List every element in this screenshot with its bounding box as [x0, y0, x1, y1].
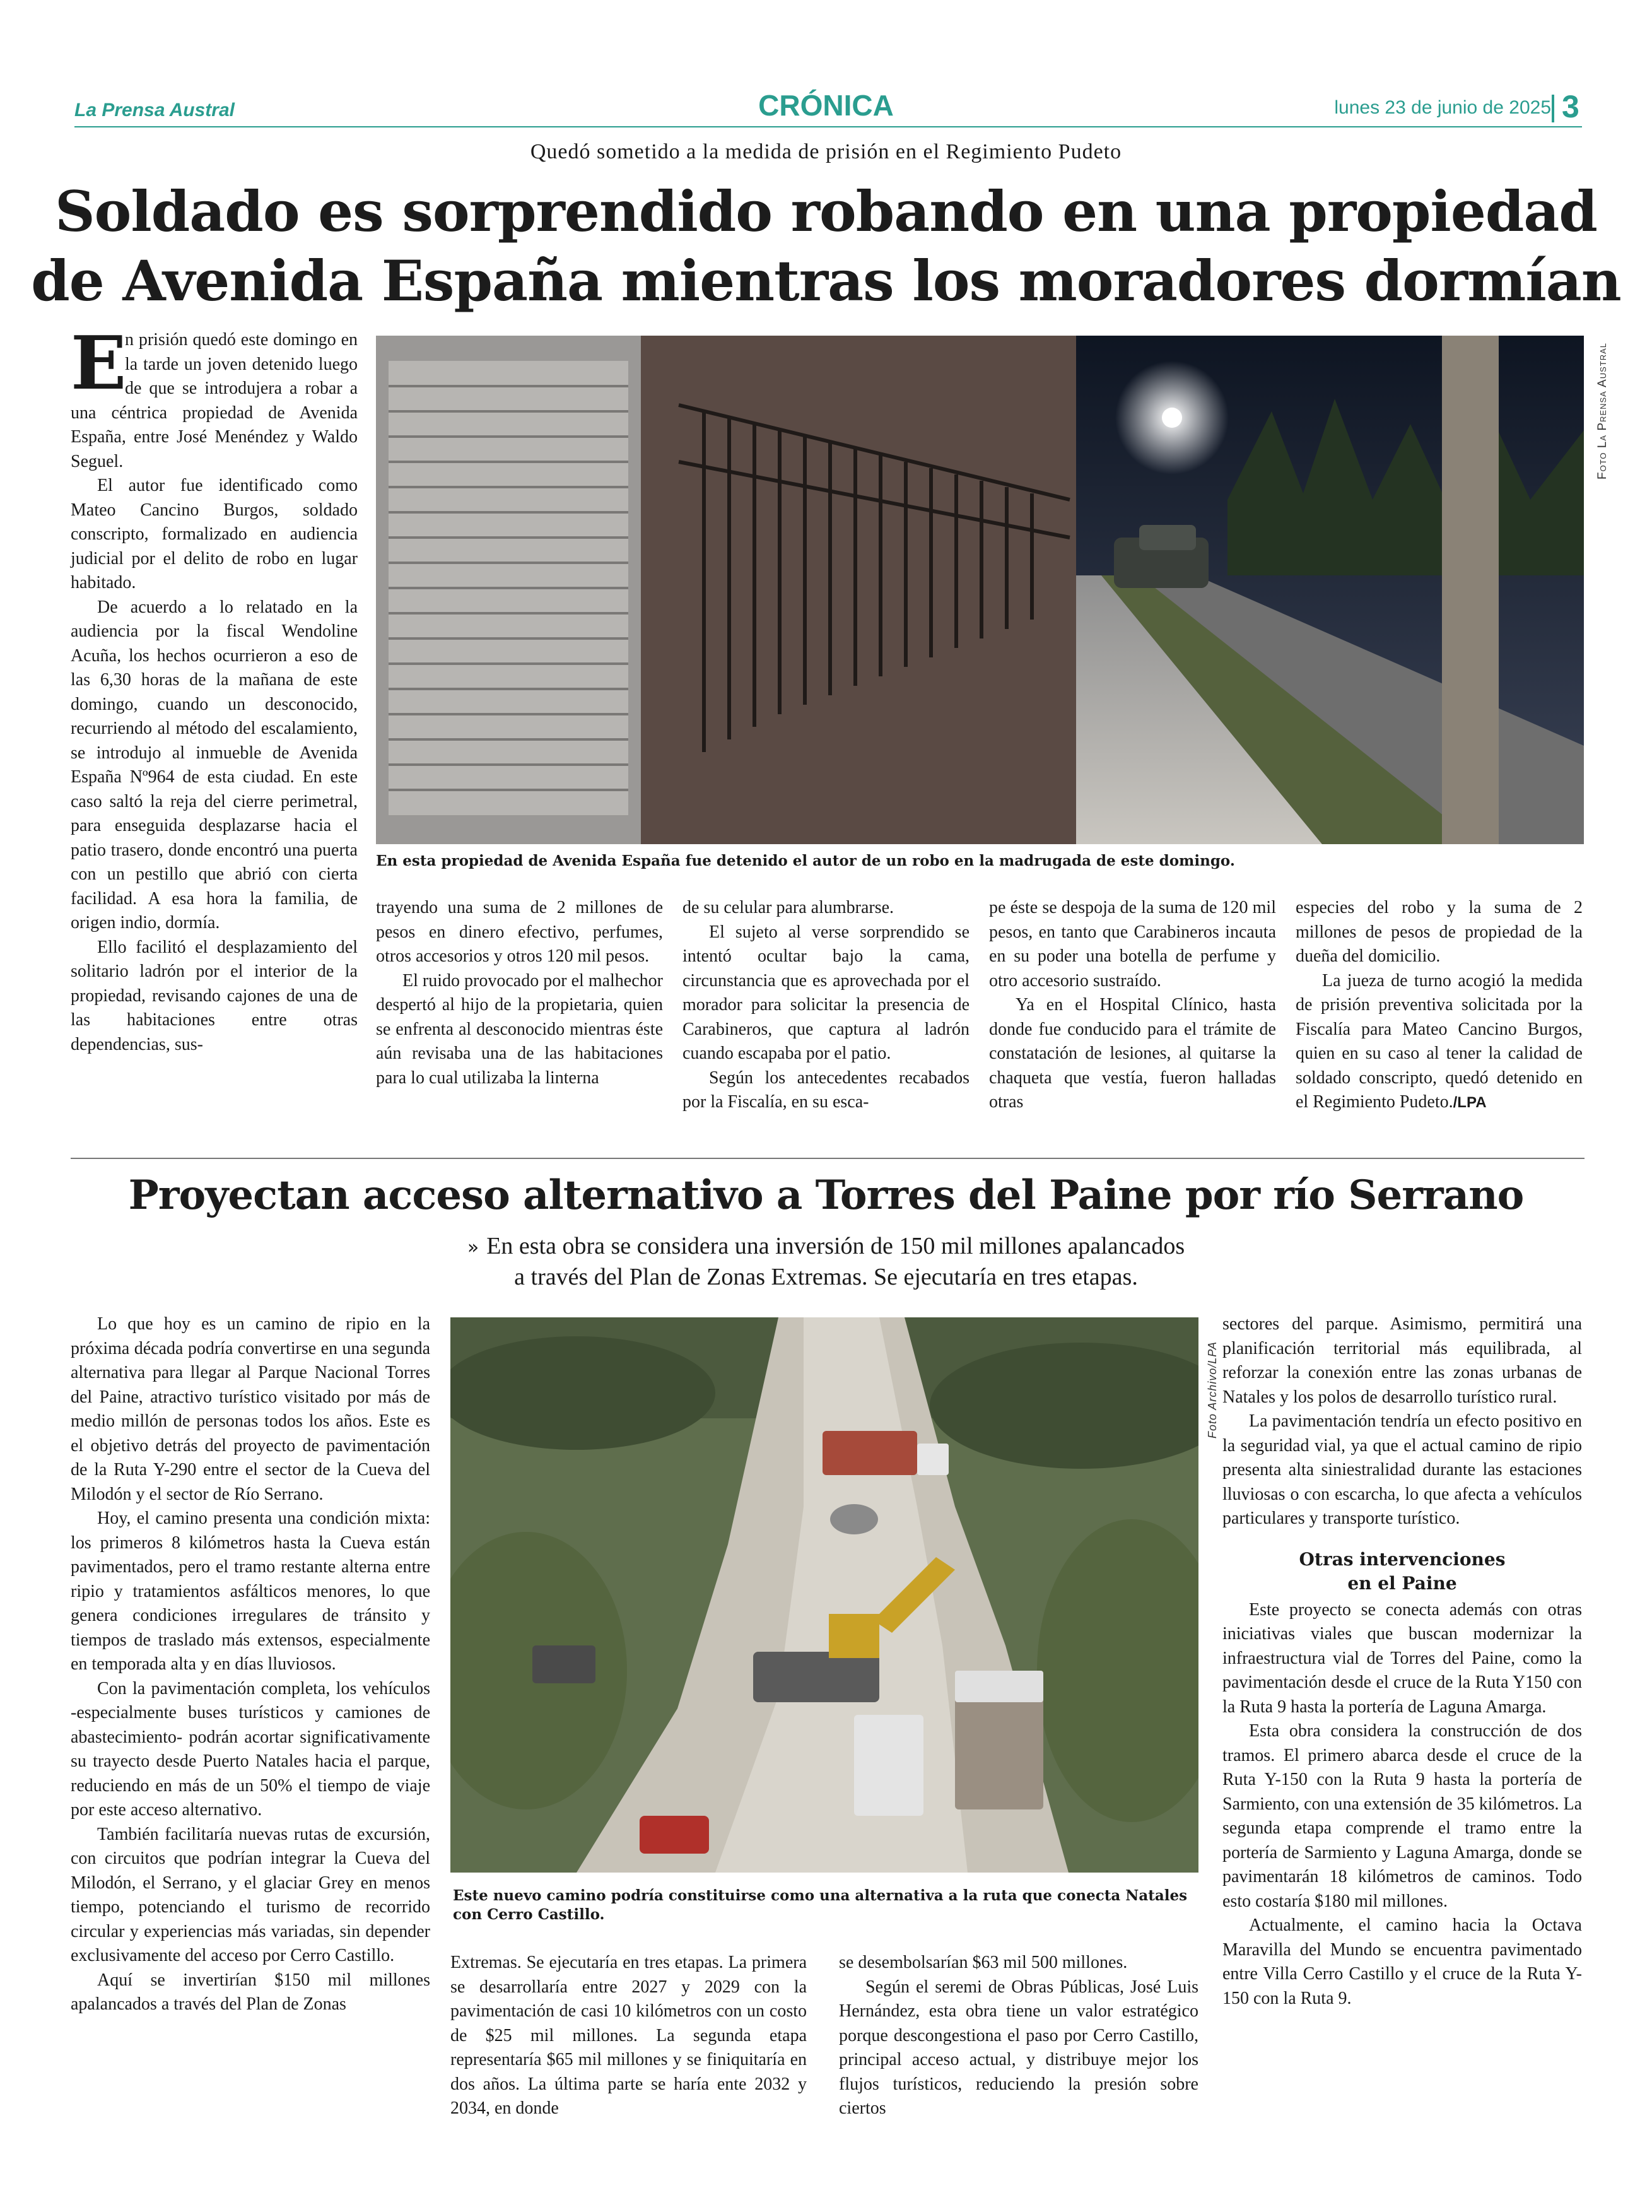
shutter-stripes — [389, 361, 628, 815]
article-divider — [71, 1158, 1585, 1159]
article1-paragraph — [1296, 969, 1583, 1115]
article2-paragraph: La pavimentación tendría un efecto positivo en la seguridad vial, ya que el actual camino de ripio presenta alta siniestralidad durante las estaciones lluviosas o con escarcha, lo que afecta a vehículos particulares y transporte turístico. — [1222, 1411, 1582, 1528]
header-rule — [74, 126, 1582, 127]
article1-title-line1: Soldado es sorprendido robando en una propiedad — [55, 179, 1597, 244]
article1-photo-caption: En esta propiedad de Avenida España fue detenido el autor de un robo en la madrugada de este domingo. — [376, 852, 1235, 869]
article1-paragraph: trayendo una suma de 2 millones de pesos en dinero efectivo, perfumes, otros accesorios y otros 120 mil pesos. — [376, 898, 663, 966]
article2-column2 — [450, 1951, 807, 2121]
article2-subhead — [1222, 1548, 1582, 1596]
article2-column3 — [839, 1951, 1198, 2121]
article1-paragraph: de su celular para alumbrarse. — [682, 898, 894, 917]
article1-paragraph: Ello facilitó el desplazamiento del solitario ladrón por el interior de la propiedad, revisando cajones de una de las habitaciones entre otras dependencias, sus- — [71, 937, 358, 1054]
article2-column4 — [1222, 1312, 1582, 2011]
article2-subtitle — [0, 1232, 1652, 1291]
article1-paragraph: El sujeto al verse sorprendido se intentó ocultar bajo la cama, circunstancia que es aprovechada por el morador para solicitar la presencia de Carabineros, que captura al ladrón cuando escapaba por el patio. — [682, 922, 970, 1063]
article1-photo — [376, 336, 1584, 844]
article1-paragraph: pe éste se despoja de la suma de 120 mil pesos, en tanto que Carabineros incauta en su poder una botella de perfume y otro accesorio sustraído. — [989, 898, 1276, 991]
article1-paragraph: El autor fue identificado como Mateo Cancino Burgos, soldado conscripto, formalizado en audiencia judicial por el delito de robo en lugar habitado. — [71, 476, 358, 592]
dropcap: E — [71, 321, 127, 406]
article2-paragraph: Con la pavimentación completa, los vehículos -especialmente buses turísticos y camiones de abastecimiento- podrán acortar significativamente su trayecto desde Puerto Natales hacia el parque, reduciendo en más de un 50% el tiempo de viaje por este acceso alternativo. — [71, 1678, 430, 1820]
article1-column4 — [989, 896, 1276, 1115]
street-night-photo — [376, 336, 1584, 844]
article1-column1 — [71, 321, 358, 1057]
issue-date: lunes 23 de junio de 2025 — [1334, 97, 1551, 118]
article1-paragraph: Ya en el Hospital Clínico, hasta donde fue conducido para el trámite de constatación de lesiones, al quitarse la chaqueta que vestía, fueron halladas otras — [989, 995, 1276, 1112]
page-number-divider — [1552, 95, 1554, 122]
article1-paragraph: especies del robo y la suma de 2 millones de pesos de propiedad de la dueña del domicilio. — [1296, 898, 1583, 966]
page-number: 3 — [1562, 89, 1579, 124]
article2-subtitle-line2: a través del Plan de Zonas Extremas. Se ejecutaría en tres etapas. — [514, 1264, 1138, 1290]
article1-paragraph: El ruido provocado por el malhechor despertó al hijo de la propietaria, quien se enfrenta al desconocido mientras éste aún revisaba una de las habitaciones para lo cual utilizaba la linterna — [376, 970, 663, 1088]
article1-title-line2: de Avenida España mientras los moradores dormían — [31, 248, 1621, 314]
article1-column2 — [376, 896, 663, 1090]
article2-photo-credit: Foto Archivo/LPA — [1206, 1341, 1219, 1438]
article1-last-paragraph-text: La jueza de turno acogió la medida de prisión preventiva solicitada por la Fiscalía para Mateo Cancino Burgos, quien en su caso al tener la calidad de soldado conscripto, quedó detenido en el Regimiento Pudeto. — [1296, 970, 1583, 1112]
article2-paragraph: Lo que hoy es un camino de ripio en la próxima década podría convertirse en una segunda alternativa para llegar al Parque Nacional Torres del Paine, atractivo turístico visitado por más de medio millón de personas todos los años. Este es el objetivo detrás del proyecto de pavimentación de la Ruta Y-290 entre el sector de la Cueva del Milodón y el sector de Río Serrano. — [71, 1314, 430, 1504]
article2-paragraph: se desembolsarían $63 mil 500 millones. — [839, 1953, 1128, 1972]
article1-paragraph: n prisión quedó este domingo en la tarde un joven detenido luego de que se introdujera a robar a una céntrica propiedad de Avenida España, entre José Menéndez y Waldo Seguel. — [71, 330, 358, 471]
article2-paragraph: sectores del parque. Asimismo, permitirá una planificación territorial más equilibrada, al reforzar la conexión entre las zonas urbanas de Natales y los polos de desarrollo turístico rural. — [1222, 1314, 1582, 1407]
article2-subhead-line2: en el Paine — [1347, 1572, 1457, 1594]
article2-paragraph: Actualmente, el camino hacia la Octava Maravilla del Mundo se encuentra pavimentado entre Villa Cerro Castillo y el cruce de la Ruta Y-150 con la Ruta 9. — [1222, 1915, 1582, 2008]
double-chevron-icon: » — [467, 1237, 479, 1259]
article2-photo-caption: Este nuevo camino podría constituirse como una alternativa a la ruta que conecta Natales con Cerro Castillo. — [453, 1887, 1188, 1923]
article1-kicker: Quedó sometido a la medida de prisión en el Regimiento Pudeto — [530, 140, 1122, 163]
article1-photo-credit: Foto La Prensa Austral — [1596, 343, 1609, 479]
article2-photo — [450, 1317, 1198, 1873]
section-label: CRÓNICA — [758, 89, 894, 122]
article2-subtitle-line1: En esta obra se considera una inversión de 150 mil millones apalancados — [486, 1233, 1185, 1259]
road-construction-photo — [450, 1317, 1198, 1873]
article1-column3 — [682, 896, 970, 1115]
article2-paragraph: Según el seremi de Obras Públicas, José Luis Hernández, esta obra tiene un valor estratégico porque descongestiona el paso por Cerro Castillo, principal acceso actual, y distribuye mejor los flujos turísticos, reduciendo la presión sobre ciertos — [839, 1977, 1198, 2118]
article1-paragraph: Según los antecedentes recabados por la Fiscalía, en su esca- — [682, 1068, 970, 1112]
article1-signature: /LPA — [1453, 1094, 1487, 1111]
article2-paragraph: Aquí se invertirían $150 mil millones apalancados a través del Plan de Zonas — [71, 1970, 430, 2014]
article2-column1 — [71, 1312, 430, 2017]
article1-column5 — [1296, 896, 1583, 1115]
article2-subhead-line1: Otras intervenciones — [1299, 1548, 1506, 1570]
article2-paragraph: Esta obra considera la construcción de dos tramos. El primero abarca desde el cruce de la Ruta Y-150 con la Ruta 9 hasta la portería de Sarmiento, con una extensión de 35 kilómetros. La segunda etapa comprende el tramo entre la portería de Sarmiento y Laguna Amarga, donde se pavimentarán 18 kilómetros de caminos. Todo esto costaría $180 mil millones. — [1222, 1721, 1582, 1911]
publication-name: La Prensa Austral — [74, 100, 235, 121]
article2-paragraph: También facilitaría nuevas rutas de excursión, con circuitos que podrían integrar la Cueva del Milodón, el Serrano, y el glaciar Grey en menos tiempo, potenciando el turismo de recorrido circular y experiencias más variadas, sin depender exclusivamente del acceso por Cerro Castillo. — [71, 1824, 430, 1965]
article2-paragraph: Hoy, el camino presenta una condición mixta: los primeros 8 kilómetros hasta la Cueva están pavimentados, pero el tramo restante alterna entre ripio y tratamientos asfálticos menores, lo que genera condiciones irregulares de tránsito y tiempos de traslado más extensos, especialmente en temporada alta y en días lluviosos. — [71, 1509, 430, 1674]
article1-paragraph: De acuerdo a lo relatado en la audiencia por la fiscal Wendoline Acuña, los hechos ocurrieron a eso de las 6,30 horas de la mañana de este domingo, cuando un desconocido, recurriendo al método del escalamiento, se introdujo al inmueble de Avenida España Nº964 de esta ciudad. En este caso saltó la reja del cierre perimetral, para enseguida desplazarse hacia el patio trasero, donde encontró una puerta con un pestillo que abrió con cierta facilidad. A esa hora la familia, de origen indio, dormía. — [71, 597, 358, 932]
article2-paragraph: Extremas. Se ejecutaría en tres etapas. La primera se desarrollaría entre 2027 y 2029 con la pavimentación de casi 10 kilómetros con un costo de $25 mil millones. La segunda etapa representaría $65 mil millones y se finiquitaría en dos años. La última parte se haría ente 2032 y 2034, en donde — [450, 1953, 807, 2118]
article2-paragraph: Este proyecto se conecta además con otras iniciativas viales que buscan modernizar la infraestructura vial de Torres del Paine, como la pavimentación desde el cruce de la Ruta Y150 con la Ruta 9 hasta la portería de Laguna Amarga. — [1222, 1599, 1582, 1717]
article2-title: Proyectan acceso alternativo a Torres del Paine por río Serrano — [128, 1172, 1524, 1219]
